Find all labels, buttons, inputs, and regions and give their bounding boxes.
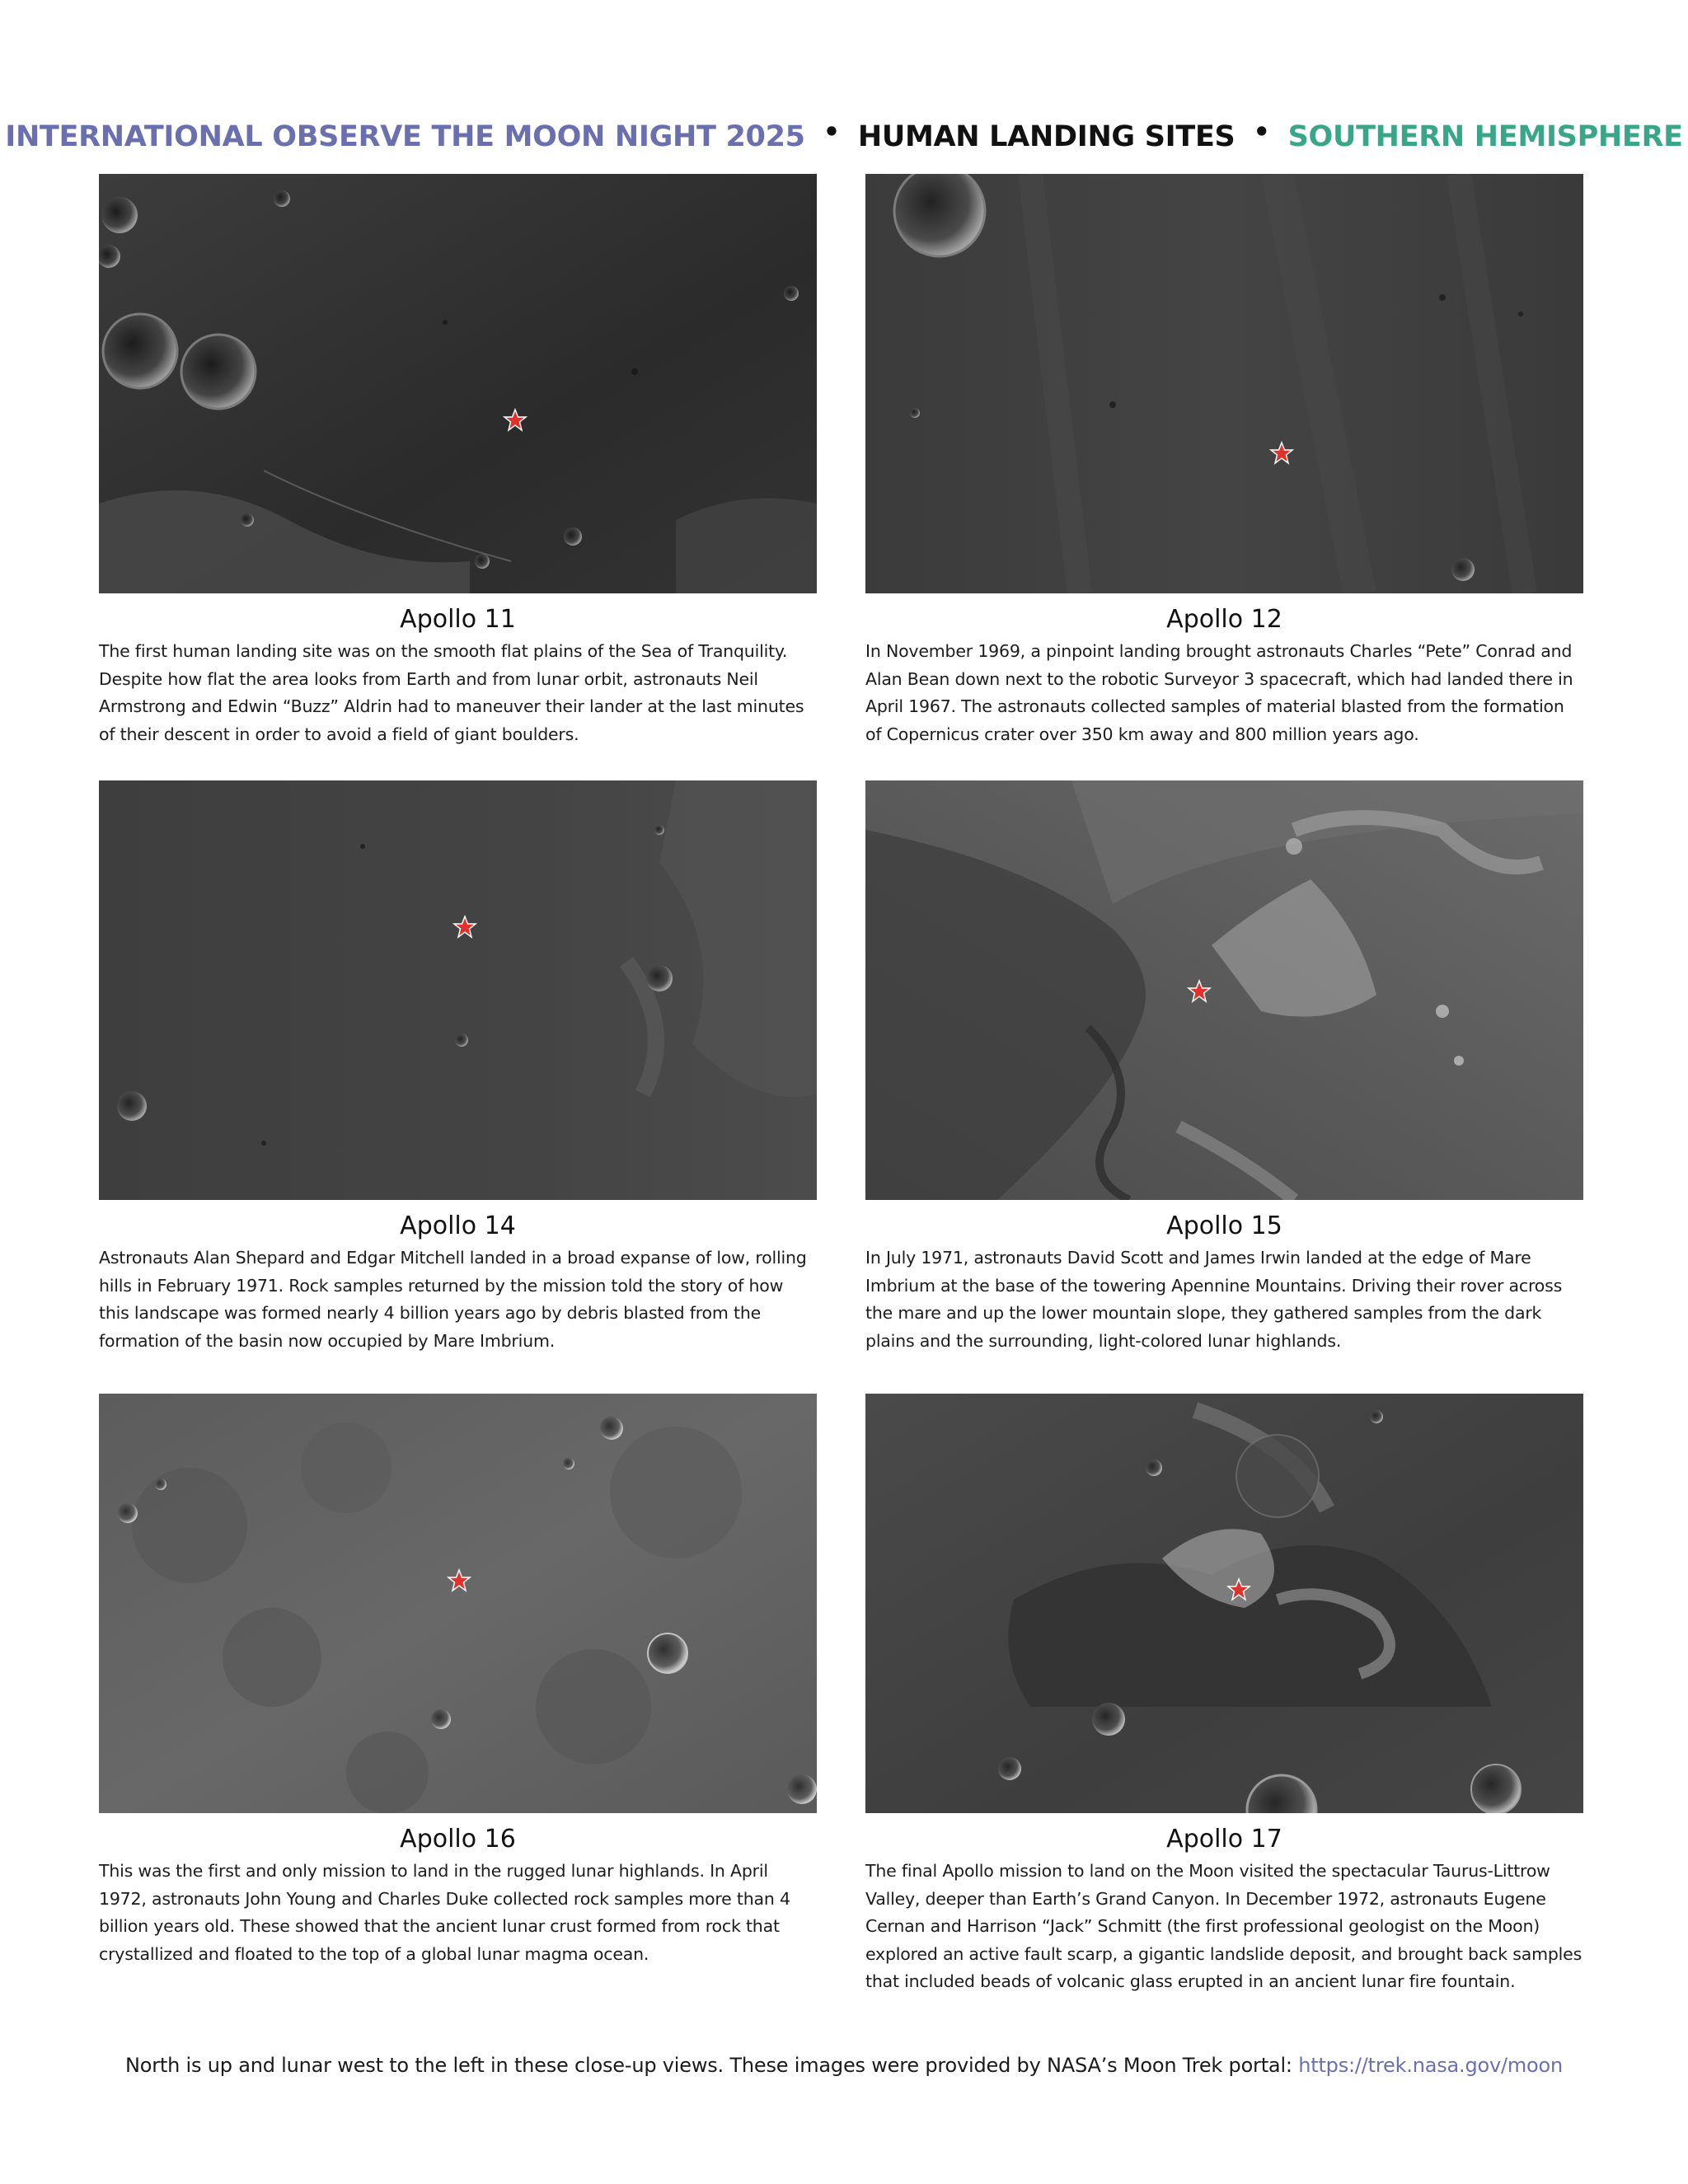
mission-card-apollo-12	[865, 174, 1583, 748]
mission-title: Apollo 14	[400, 1212, 516, 1240]
lunar-surface-apollo-11	[99, 174, 817, 593]
mission-card-apollo-14	[99, 780, 817, 1355]
hemisphere-title: SOUTHERN HEMISPHERE	[1287, 120, 1683, 153]
lunar-image-apollo-14	[99, 780, 817, 1200]
mission-description: In November 1969, a pinpoint landing brought astronauts Charles “Pete” Conrad and Alan Bean down next to the robotic Surveyor 3 spacecraft, which had landed there in April 1967. The astronauts collected samples of material blasted from the formation of Copernicus crater over 350 km away and 800 million years ago.	[865, 641, 1573, 744]
lunar-surface-apollo-14	[99, 780, 817, 1200]
lunar-surface-apollo-17	[865, 1394, 1583, 1813]
topic-title: HUMAN LANDING SITES	[857, 120, 1236, 153]
lunar-image-apollo-16	[99, 1394, 817, 1813]
mission-description: In July 1971, astronauts David Scott and James Irwin landed at the edge of Mare Imbrium at the base of the towering Apennine Mountains. Driving their rover across the mare and up the lower mountain slope, they gathered samples from the dark plains and the surrounding, light-colored lunar highlands.	[865, 1248, 1563, 1351]
mission-title: Apollo 17	[1166, 1825, 1282, 1854]
mission-description: The final Apollo mission to land on the Moon visited the spectacular Taurus-Littrow Valley, deeper than Earth’s Grand Canyon. In December 1972, astronauts Eugene Cernan and Harrison “Jack” Schmitt (the first professional geologist on the Moon) explored an active fault scarp, a gigantic landslide deposit, and brought back samples that included beads of volcanic glass erupted in an ancient lunar fire fountain.	[865, 1861, 1582, 1991]
header-separator-2: •	[1253, 116, 1270, 148]
footer-text: North is up and lunar west to the left in these close-up views. These images were provided by NASA’s Moon Trek portal:	[124, 2054, 1299, 2077]
mission-card-apollo-15	[865, 780, 1583, 1355]
red-star-icon	[452, 915, 477, 940]
mission-card-apollo-11	[99, 174, 817, 748]
moon-trek-link[interactable]: https://trek.nasa.gov/moon	[1298, 2054, 1564, 2077]
lunar-surface-apollo-12	[865, 174, 1583, 593]
red-star-icon	[447, 1568, 471, 1593]
mission-title: Apollo 16	[400, 1825, 516, 1854]
mission-description: This was the first and only mission to land in the rugged lunar highlands. In April 1972, astronauts John Young and Charles Duke collected rock samples more than 4 billion years old. These showed that the ancient lunar crust formed from rock that crystallized and floated to the top of a global lunar magma ocean.	[99, 1861, 790, 1964]
footer-note	[0, 2054, 1688, 2077]
page-header	[0, 112, 1688, 162]
mission-card-apollo-17	[865, 1394, 1583, 1996]
red-star-icon	[1187, 979, 1212, 1004]
lunar-surface-apollo-16	[99, 1394, 817, 1813]
lunar-image-apollo-12	[865, 174, 1583, 593]
lunar-surface-apollo-15	[865, 780, 1583, 1200]
mission-description: Astronauts Alan Shepard and Edgar Mitchell landed in a broad expanse of low, rolling hills in February 1971. Rock samples returned by the mission told the story of how this landscape was formed nearly 4 billion years ago by debris blasted from the formation of the basin now occupied by Mare Imbrium.	[99, 1248, 807, 1351]
mission-title: Apollo 11	[400, 605, 516, 634]
mission-card-apollo-16	[99, 1394, 817, 1968]
red-star-icon	[503, 408, 528, 433]
mission-title: Apollo 15	[1166, 1212, 1282, 1240]
lunar-image-apollo-17	[865, 1394, 1583, 1813]
mission-description: The first human landing site was on the smooth flat plains of the Sea of Tranquility. Despite how flat the area looks from Earth and from lunar orbit, astronauts Neil Armstrong and Edwin “Buzz” Aldrin had to maneuver their lander at the last minutes of their descent in order to avoid a field of giant boulders.	[99, 641, 804, 744]
red-star-icon	[1226, 1577, 1251, 1602]
lunar-image-apollo-11	[99, 174, 817, 593]
mission-title: Apollo 12	[1166, 605, 1282, 634]
event-title: INTERNATIONAL OBSERVE THE MOON NIGHT 2025	[5, 120, 805, 153]
lunar-image-apollo-15	[865, 780, 1583, 1200]
red-star-icon	[1269, 441, 1294, 466]
header-separator-1: •	[823, 116, 840, 148]
